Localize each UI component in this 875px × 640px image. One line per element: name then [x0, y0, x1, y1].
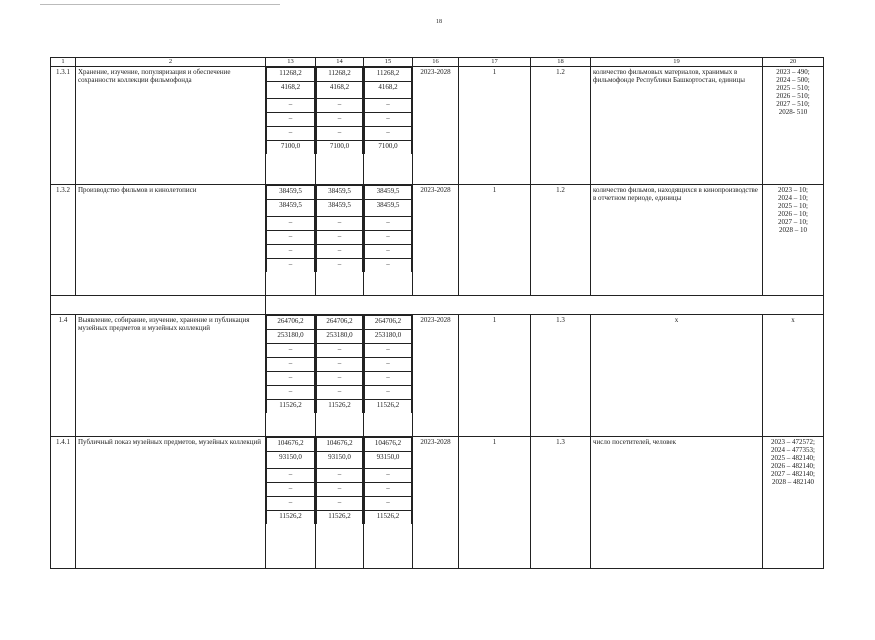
- amount-stack: [364, 185, 413, 296]
- row-number: 1.4: [51, 315, 76, 437]
- col-17-value: 1: [459, 437, 531, 569]
- amount-value: –: [317, 113, 363, 127]
- amount-value: –: [365, 217, 412, 231]
- activity-name: Выявление, собирание, изучение, хранение и публикация музейных предметов и музейных коллекций: [76, 315, 266, 437]
- amount-value: –: [365, 113, 412, 127]
- amount-value: –: [365, 469, 412, 483]
- amount-value: –: [365, 386, 412, 400]
- amount-value: –: [267, 344, 315, 358]
- indicator-value-line: 2025 – 510;: [776, 84, 810, 92]
- header-cell: 2: [76, 58, 266, 67]
- amount-stack: [266, 315, 316, 437]
- col-17-value: 1: [459, 185, 531, 296]
- amount-stack: [266, 185, 316, 296]
- amount-value: –: [365, 99, 412, 113]
- amount-value: 38459,5: [365, 186, 412, 200]
- amount-value: –: [317, 358, 363, 372]
- header-cell: 16: [413, 58, 459, 67]
- amount-value: 104676,2: [317, 438, 363, 452]
- amount-stack: [364, 315, 413, 437]
- amount-value: –: [317, 245, 363, 259]
- amount-value: 4168,2: [267, 82, 315, 99]
- row-number: 1.3.2: [51, 185, 76, 296]
- indicator-value-line: 2023 – 472572;: [771, 438, 815, 446]
- amount-stack: [266, 67, 316, 185]
- spacer-row: [51, 296, 824, 315]
- indicator-value-line: 2025 – 482140;: [771, 454, 815, 462]
- col-18-value: 1.3: [531, 315, 591, 437]
- amount-value: 93150,0: [267, 452, 315, 469]
- indicator-value-line: 2026 – 510;: [776, 92, 810, 100]
- amount-value: 11526,2: [365, 400, 412, 414]
- indicator-value-line: 2027 – 10;: [778, 218, 808, 226]
- amount-value: 11268,2: [267, 68, 315, 82]
- amount-value: 7100,0: [267, 141, 315, 155]
- header-row: [51, 58, 824, 67]
- amount-stack: [364, 437, 413, 569]
- indicator-value-line: 2028 – 482140: [772, 478, 814, 486]
- amount-stack: [316, 315, 364, 437]
- col-17-value: 1: [459, 315, 531, 437]
- amount-value: –: [365, 231, 412, 245]
- amount-value: –: [267, 372, 315, 386]
- indicator-values: [763, 67, 824, 185]
- indicator-value-line: 2024 – 500;: [776, 76, 810, 84]
- indicator-values: [763, 185, 824, 296]
- amount-value: –: [267, 259, 315, 273]
- amount-value: 11526,2: [267, 511, 315, 525]
- indicator-value-line: 2028- 510: [778, 108, 808, 116]
- header-cell: 19: [591, 58, 763, 67]
- indicator-value-line: 2024 – 10;: [778, 194, 808, 202]
- amount-stack: [316, 185, 364, 296]
- amount-value: 264706,2: [365, 316, 412, 330]
- amount-value: 38459,5: [365, 200, 412, 217]
- amount-value: 4168,2: [365, 82, 412, 99]
- amount-value: 11526,2: [317, 400, 363, 414]
- indicator-value-line: 2023 – 10;: [778, 186, 808, 194]
- period: 2023-2028: [413, 185, 459, 296]
- amount-value: –: [365, 245, 412, 259]
- amount-value: –: [317, 483, 363, 497]
- amount-value: –: [317, 127, 363, 141]
- col-17-value: 1: [459, 67, 531, 185]
- amount-value: –: [317, 469, 363, 483]
- amount-value: –: [267, 231, 315, 245]
- amount-value: –: [317, 497, 363, 511]
- amount-value: 38459,5: [267, 186, 315, 200]
- amount-value: –: [267, 386, 315, 400]
- indicator-value-line: 2026 – 10;: [778, 210, 808, 218]
- indicator-value-line: 2027 – 510;: [776, 100, 810, 108]
- indicator-name: количество фильмов, находящихся в кинопроизводстве в отчетном периоде, единицы: [591, 185, 763, 296]
- indicator-values: [763, 437, 824, 569]
- amount-value: 11526,2: [267, 400, 315, 414]
- activity-name: Публичный показ музейных предметов, музейных коллекций: [76, 437, 266, 569]
- amount-value: –: [365, 372, 412, 386]
- amount-value: –: [317, 386, 363, 400]
- spacer-cell: [266, 296, 824, 315]
- amount-value: 253180,0: [365, 330, 412, 344]
- indicator-value-line: 2027 – 482140;: [771, 470, 815, 478]
- indicator-value-line: 2025 – 10;: [778, 202, 808, 210]
- amount-value: –: [317, 259, 363, 273]
- header-cell: 15: [364, 58, 413, 67]
- amount-value: –: [365, 358, 412, 372]
- amount-value: –: [267, 358, 315, 372]
- amount-value: –: [267, 469, 315, 483]
- amount-value: –: [365, 497, 412, 511]
- indicator-value-line: 2024 – 477353;: [771, 446, 815, 454]
- scan-edge-line: [40, 4, 280, 5]
- amount-value: –: [267, 245, 315, 259]
- indicator-value-line: 2028 – 10: [779, 226, 807, 234]
- amount-value: 264706,2: [267, 316, 315, 330]
- indicator-value-line: 2023 – 490;: [776, 68, 810, 76]
- amount-value: 253180,0: [267, 330, 315, 344]
- amount-value: –: [365, 259, 412, 273]
- col-18-value: 1.2: [531, 185, 591, 296]
- amount-value: –: [365, 483, 412, 497]
- row-number: 1.4.1: [51, 437, 76, 569]
- amount-value: 104676,2: [365, 438, 412, 452]
- header-cell: 13: [266, 58, 316, 67]
- header-cell: 18: [531, 58, 591, 67]
- amount-value: 4168,2: [317, 82, 363, 99]
- amount-value: 11526,2: [365, 511, 412, 525]
- spacer-cell: [51, 296, 266, 315]
- amount-value: 11268,2: [365, 68, 412, 82]
- header-cell: 17: [459, 58, 531, 67]
- amount-value: 38459,5: [267, 200, 315, 217]
- row-number: 1.3.1: [51, 67, 76, 185]
- amount-value: –: [267, 497, 315, 511]
- indicator-values: [763, 315, 824, 437]
- col-18-value: 1.3: [531, 437, 591, 569]
- indicator-value-line: 2026 – 482140;: [771, 462, 815, 470]
- period: 2023-2028: [413, 67, 459, 185]
- activity-name: Производство фильмов и кинолетописи: [76, 185, 266, 296]
- amount-value: 11526,2: [317, 511, 363, 525]
- amount-value: –: [365, 127, 412, 141]
- amount-value: 253180,0: [317, 330, 363, 344]
- amount-value: –: [267, 113, 315, 127]
- amount-value: 7100,0: [317, 141, 363, 155]
- table-row: [51, 315, 824, 437]
- header-cell: 14: [316, 58, 364, 67]
- period: 2023-2028: [413, 437, 459, 569]
- table-row: [51, 185, 824, 296]
- amount-value: –: [317, 231, 363, 245]
- amount-value: 104676,2: [267, 438, 315, 452]
- amount-stack: [316, 67, 364, 185]
- budget-table: [50, 57, 824, 569]
- amount-value: –: [267, 127, 315, 141]
- amount-value: –: [267, 483, 315, 497]
- amount-value: –: [317, 99, 363, 113]
- activity-name: Хранение, изучение, популяризация и обеспечение сохранности коллекции фильмофонда: [76, 67, 266, 185]
- amount-value: –: [365, 344, 412, 358]
- period: 2023-2028: [413, 315, 459, 437]
- header-cell: 1: [51, 58, 76, 67]
- indicator-name: число посетителей, человек: [591, 437, 763, 569]
- amount-stack: [316, 437, 364, 569]
- amount-value: –: [317, 344, 363, 358]
- amount-value: –: [317, 217, 363, 231]
- amount-value: 264706,2: [317, 316, 363, 330]
- page-number: 18: [436, 19, 442, 25]
- col-18-value: 1.2: [531, 67, 591, 185]
- amount-value: 93150,0: [317, 452, 363, 469]
- amount-value: 7100,0: [365, 141, 412, 155]
- amount-value: 38459,5: [317, 186, 363, 200]
- amount-value: 11268,2: [317, 68, 363, 82]
- amount-value: –: [267, 99, 315, 113]
- amount-stack: [266, 437, 316, 569]
- table-row: [51, 67, 824, 185]
- indicator-name: х: [591, 315, 763, 437]
- amount-value: 93150,0: [365, 452, 412, 469]
- amount-value: 38459,5: [317, 200, 363, 217]
- amount-stack: [364, 67, 413, 185]
- amount-value: –: [267, 217, 315, 231]
- table-row: [51, 437, 824, 569]
- header-cell: 20: [763, 58, 824, 67]
- indicator-name: количество фильмовых материалов, хранимых в фильмофонде Республики Башкортостан, единицы: [591, 67, 763, 185]
- amount-value: –: [317, 372, 363, 386]
- indicator-value-line: х: [791, 316, 795, 324]
